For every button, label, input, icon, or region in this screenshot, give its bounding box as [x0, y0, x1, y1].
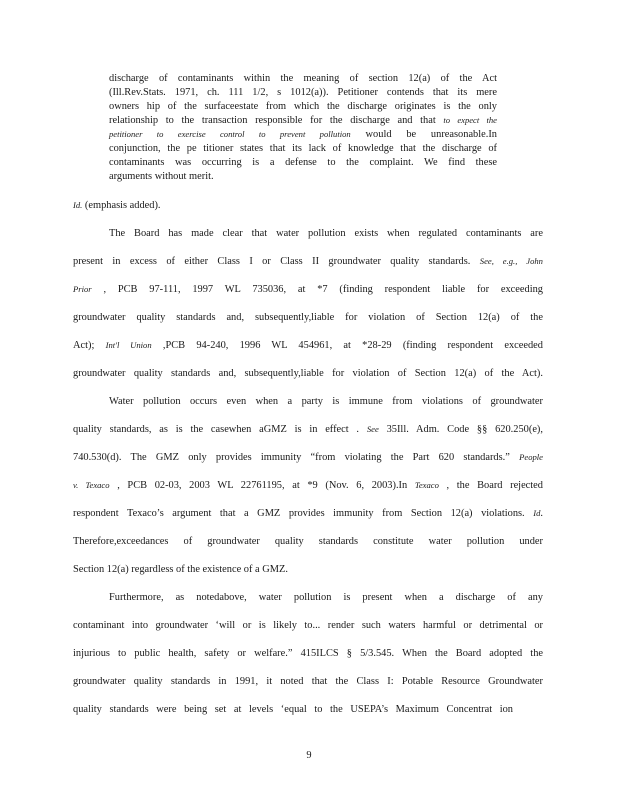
- case-citation: Id: [533, 508, 541, 518]
- paragraph-text: .: [540, 508, 543, 519]
- paragraph-line: contaminant into groundwater ‘will or is likely to... render such waters harmful or detrimental or: [73, 620, 543, 631]
- case-citation: Int'l Union: [105, 340, 152, 350]
- paragraph-text: , the Board rejected: [446, 480, 543, 491]
- paragraph-text: respondent Texaco’s argument that a GMZ provides immunity from Section 12(a) violations.: [73, 508, 525, 519]
- paragraph-line: Water pollution occurs even when a party is immune from violations of groundwater: [109, 396, 543, 407]
- paragraph-text: 740.530(d). The GMZ only provides immunity “from violating the Part 620 standards.”: [73, 452, 510, 463]
- paragraph-line: [73, 423, 543, 436]
- page-number: 9: [306, 750, 312, 761]
- paragraph-text: , PCB 02-03, 2003 WL 22761195, at *9 (Nov. 6, 2003).In: [117, 480, 408, 491]
- paragraph-line: Therefore,exceedances of groundwater quality standards constitute water pollution under: [73, 536, 543, 547]
- case-citation: See, e.g., John: [479, 256, 543, 266]
- paragraph-text: quality standards, as is the casewhen aGMZ is in effect .: [73, 424, 360, 435]
- blockquote-line: (Ill.Rev.Stats. 1971, ch. 111 1/2, s 1012(a)). Petitioner contends that its mere: [109, 87, 497, 98]
- paragraph-line: [73, 255, 543, 268]
- blockquote-line: arguments without merit.: [109, 171, 214, 182]
- blockquote-line: contaminants was occurring is a defense to the complaint. We find these: [109, 157, 497, 168]
- blockquote-italic: to expect the: [443, 115, 497, 125]
- blockquote-line: conjunction, the pe titioner states that its lack of knowledge that the discharge of: [109, 143, 497, 154]
- signal-word: See: [366, 424, 379, 434]
- paragraph-line: [73, 479, 543, 492]
- paragraph-text: , PCB 97-111, 1997 WL 735036, at *7 (finding respondent liable for exceeding: [103, 284, 543, 295]
- blockquote-text: relationship to the transaction responsible for the discharge and that: [109, 115, 436, 126]
- paragraph-line: [73, 507, 543, 520]
- case-citation: Prior: [73, 284, 92, 294]
- paragraph-text: 35Ill. Adm. Code §§ 620.250(e),: [386, 424, 543, 435]
- paragraph-line: groundwater quality standards in 1991, it noted that the Class I: Potable Resource Groundwater: [73, 676, 543, 687]
- citation-line: [73, 199, 161, 212]
- paragraph-text: present in excess of either Class I or Class II groundwater quality standards.: [73, 256, 471, 267]
- paragraph-line: groundwater quality standards and, subsequently,liable for violation of Section 12(a) of the Act).: [73, 368, 543, 379]
- paragraph-text: ,PCB 94-240, 1996 WL 454961, at *28-29 (finding respondent exceeded: [162, 340, 543, 351]
- case-citation: Texaco: [414, 480, 439, 490]
- blockquote-line: [109, 128, 497, 141]
- paragraph-line: Section 12(a) regardless of the existence of a GMZ.: [73, 564, 288, 575]
- paragraph-text: quality standards were being set at levels ‘equal to the USEPA’s Maximum Concentrat ion: [73, 704, 513, 715]
- paragraph-line: Furthermore, as notedabove, water pollution is present when a discharge of any: [109, 592, 543, 603]
- blockquote-line: owners hip of the surfaceestate from which the discharge originates is the only: [109, 101, 497, 112]
- paragraph-line: [73, 703, 513, 716]
- paragraph-line: groundwater quality standards and, subsequently,liable for violation of Section 12(a) of the: [73, 312, 543, 323]
- blockquote-line: [109, 114, 497, 127]
- paragraph-line: injurious to public health, safety or welfare.” 415ILCS § 5/3.545. When the Board adopted the: [73, 648, 543, 659]
- blockquote-italic: petitioner to exercise control to prevent pollution: [109, 129, 351, 139]
- blockquote-line: discharge of contaminants within the meaning of section 12(a) of the Act: [109, 73, 497, 84]
- case-citation: v. Texaco: [73, 480, 110, 490]
- paragraph-text: Act);: [73, 340, 95, 351]
- citation-id: Id.: [73, 200, 83, 210]
- paragraph-line: [73, 283, 543, 296]
- citation-text: (emphasis added).: [84, 200, 161, 211]
- paragraph-line: The Board has made clear that water pollution exists when regulated contaminants are: [109, 228, 543, 239]
- blockquote-text: would be unreasonable.In: [365, 129, 498, 140]
- case-citation: People: [519, 452, 543, 462]
- paragraph-line: [73, 339, 543, 352]
- paragraph-line: [73, 451, 543, 464]
